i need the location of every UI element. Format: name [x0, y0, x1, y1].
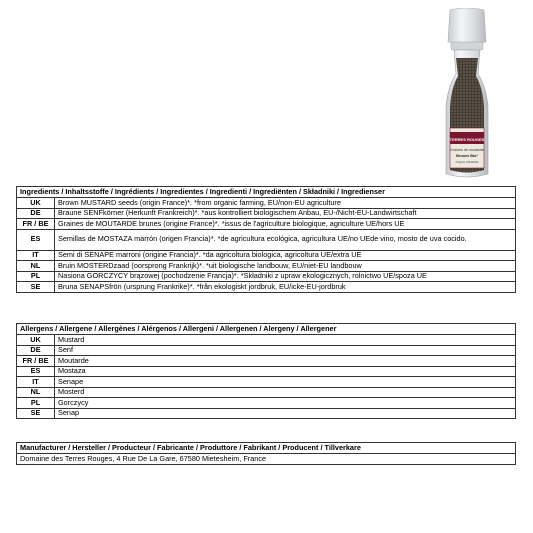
table-row — [17, 198, 516, 209]
grinder-ring — [451, 42, 483, 50]
table-row — [17, 261, 516, 272]
language-code: NL — [17, 387, 55, 398]
product-grinder-image — [436, 8, 498, 180]
label-product-variant: Brunes Bio* — [456, 154, 478, 158]
ingredient-text: Graines de MOUTARDE brunes (origine France)*. *issus de l'agriculture biologique, agriculture UE/hors UE — [55, 219, 516, 230]
table-row — [17, 335, 516, 346]
language-code: UK — [17, 335, 55, 346]
allergen-text: Mosterd — [55, 387, 516, 398]
allergens-header: Allergens / Allergene / Allergènes / Alérgenos / Allergeni / Allergenen / Alergeny / Allergener — [17, 324, 516, 335]
table-row — [17, 219, 516, 230]
allergens-table — [16, 323, 516, 419]
language-code: PL — [17, 398, 55, 409]
table-row — [17, 377, 516, 388]
language-code: DE — [17, 208, 55, 219]
table-row — [17, 208, 516, 219]
ingredient-text: Bruna SENAPSfrön (ursprung Frankrike)*. *från ekologiskt jordbruk, EU/icke-EU-jordbruk — [55, 282, 516, 293]
allergen-text: Senf — [55, 345, 516, 356]
ingredients-header: Ingredients / Inhaltsstoffe / Ingrédients / Ingredientes / Ingredienti / Ingrediënten / Składniki / Ingredienser — [17, 187, 516, 198]
ingredients-table — [16, 186, 516, 293]
label-product-name: Graines de moutarde — [450, 148, 484, 152]
ingredient-text: Brown MUSTARD seeds (origin France)*. *from organic farming, EU/non-EU agriculture — [55, 198, 516, 209]
ingredient-text: Bruin MOSTERDzaad (oorsprong Frankrijk)*. *uit biologische landbouw, EU/niet-EU landbouw — [55, 261, 516, 272]
allergen-text: Mustard — [55, 335, 516, 346]
language-code: ES — [17, 229, 55, 250]
ingredient-text: Semillas de MOSTAZA marrón (origen Francia)*. *de agricultura ecológica, agricultura UE/no UEde vino, mosto de uva cocido. — [55, 229, 516, 250]
language-code: PL — [17, 271, 55, 282]
ingredient-text: Semi di SENAPE marroni (origine Francia)*. *da agricoltura biologica, agricoltura UE/extra UE — [55, 250, 516, 261]
label-origin: Origine FRANCE — [455, 160, 479, 164]
table-row — [17, 408, 516, 419]
ingredient-text: Nasiona GORCZYCY brązowej (pochodzenie Francja)*. *Składniki z upraw ekologicznych, rolnictwo UE/spoza UE — [55, 271, 516, 282]
language-code: SE — [17, 408, 55, 419]
grinder-cap — [448, 8, 486, 44]
table-row — [17, 345, 516, 356]
table-row — [17, 356, 516, 367]
allergen-text: Senape — [55, 377, 516, 388]
table-row — [17, 250, 516, 261]
language-code: SE — [17, 282, 55, 293]
ingredient-text: Braune SENFkörner (Herkunft Frankreich)*. *aus kontrolliert biologischem Anbau, EU-/Nicht-EU-Landwirtschaft — [55, 208, 516, 219]
table-row — [17, 282, 516, 293]
allergen-text: Mostaza — [55, 366, 516, 377]
table-row — [17, 398, 516, 409]
manufacturer-address: Domaine des Terres Rouges, 4 Rue De La Gare, 67580 Mietesheim, France — [17, 454, 516, 465]
language-code: FR / BE — [17, 219, 55, 230]
table-row — [17, 271, 516, 282]
table-row — [17, 366, 516, 377]
language-code: NL — [17, 261, 55, 272]
table-row — [17, 229, 516, 250]
allergen-text: Senap — [55, 408, 516, 419]
label-brand: TERRES ROUGES — [449, 137, 485, 142]
allergen-text: Moutarde — [55, 356, 516, 367]
manufacturer-header: Manufacturer / Hersteller / Producteur / Fabricante / Produttore / Fabrikant / Producent / Tillverkare — [17, 443, 516, 454]
language-code: UK — [17, 198, 55, 209]
language-code: DE — [17, 345, 55, 356]
allergen-text: Gorczycy — [55, 398, 516, 409]
language-code: FR / BE — [17, 356, 55, 367]
language-code: IT — [17, 250, 55, 261]
language-code: ES — [17, 366, 55, 377]
table-row — [17, 387, 516, 398]
table-row — [17, 454, 516, 465]
language-code: IT — [17, 377, 55, 388]
manufacturer-table — [16, 442, 516, 465]
